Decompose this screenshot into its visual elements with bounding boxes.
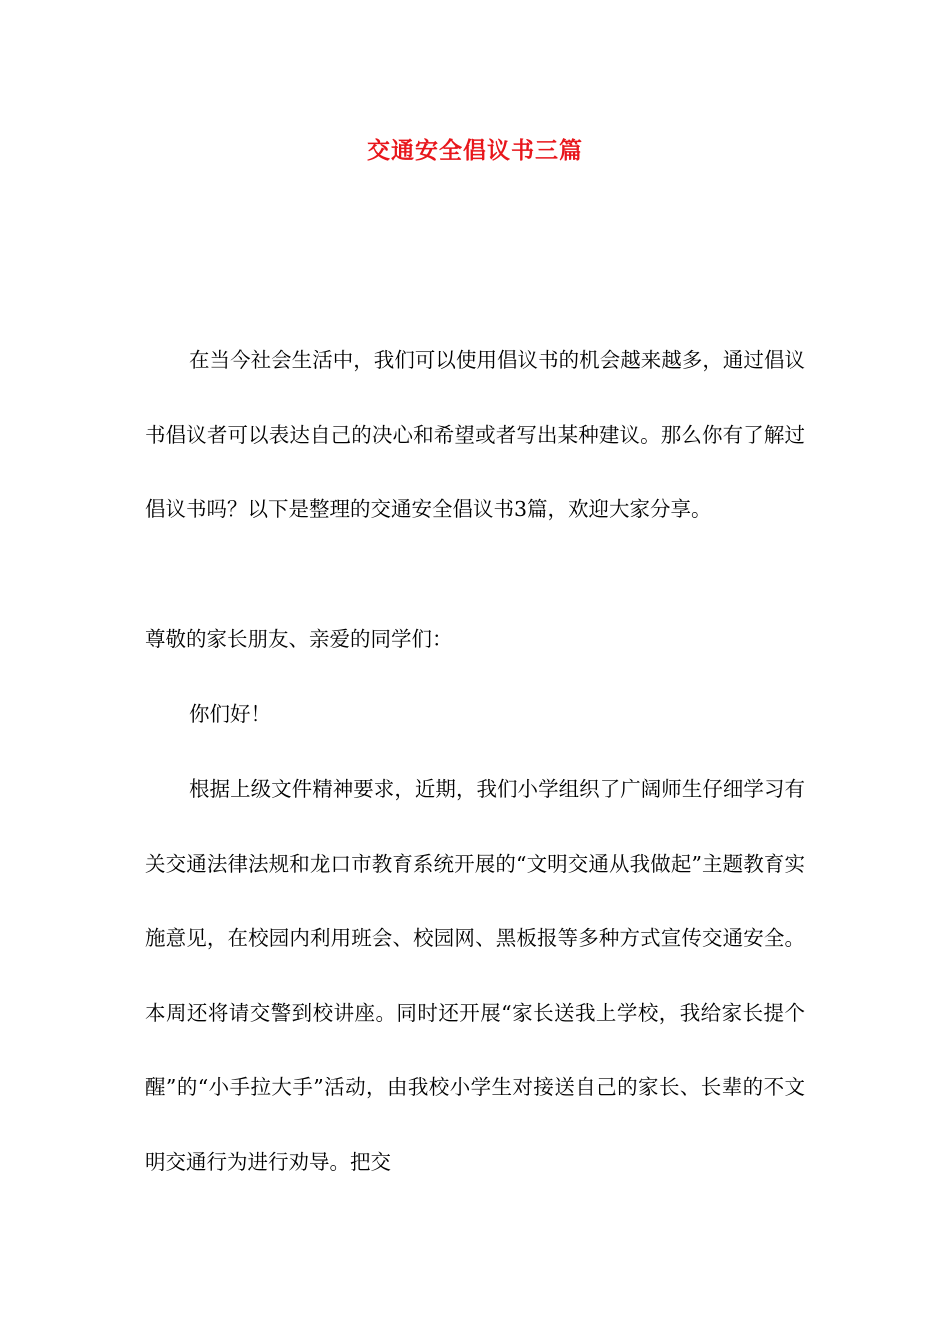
intro-paragraph: 在当今社会生活中，我们可以使用倡议书的机会越来越多，通过倡议书倡议者可以表达自己的决心和希望或者写出某种建议。那么你有了解过倡议书吗？以下是整理的交通安全倡议书3篇，欢迎大家分享。 bbox=[145, 348, 805, 522]
main-paragraph: 根据上级文件精神要求，近期，我们小学组织了广阔师生仔细学习有关交通法律法规和龙口市教育系统开展的“文明交通从我做起”主题教育实施意见，在校园内利用班会、校园网、黑板报等多种方式宣传交通安全。本周还将请交警到校讲座。同时还开展“家长送我上学校，我给家长提个醒”的“小手拉大手”活动，由我校小学生对接送自己的家长、长辈的不文明交通行为进行劝导。把交 bbox=[145, 777, 805, 1174]
salutation-paragraph: 尊敬的家长朋友、亲爱的同学们： bbox=[145, 627, 453, 651]
document-title: 交通安全倡议书三篇 bbox=[367, 138, 583, 164]
greeting-paragraph: 你们好！ bbox=[189, 702, 271, 726]
